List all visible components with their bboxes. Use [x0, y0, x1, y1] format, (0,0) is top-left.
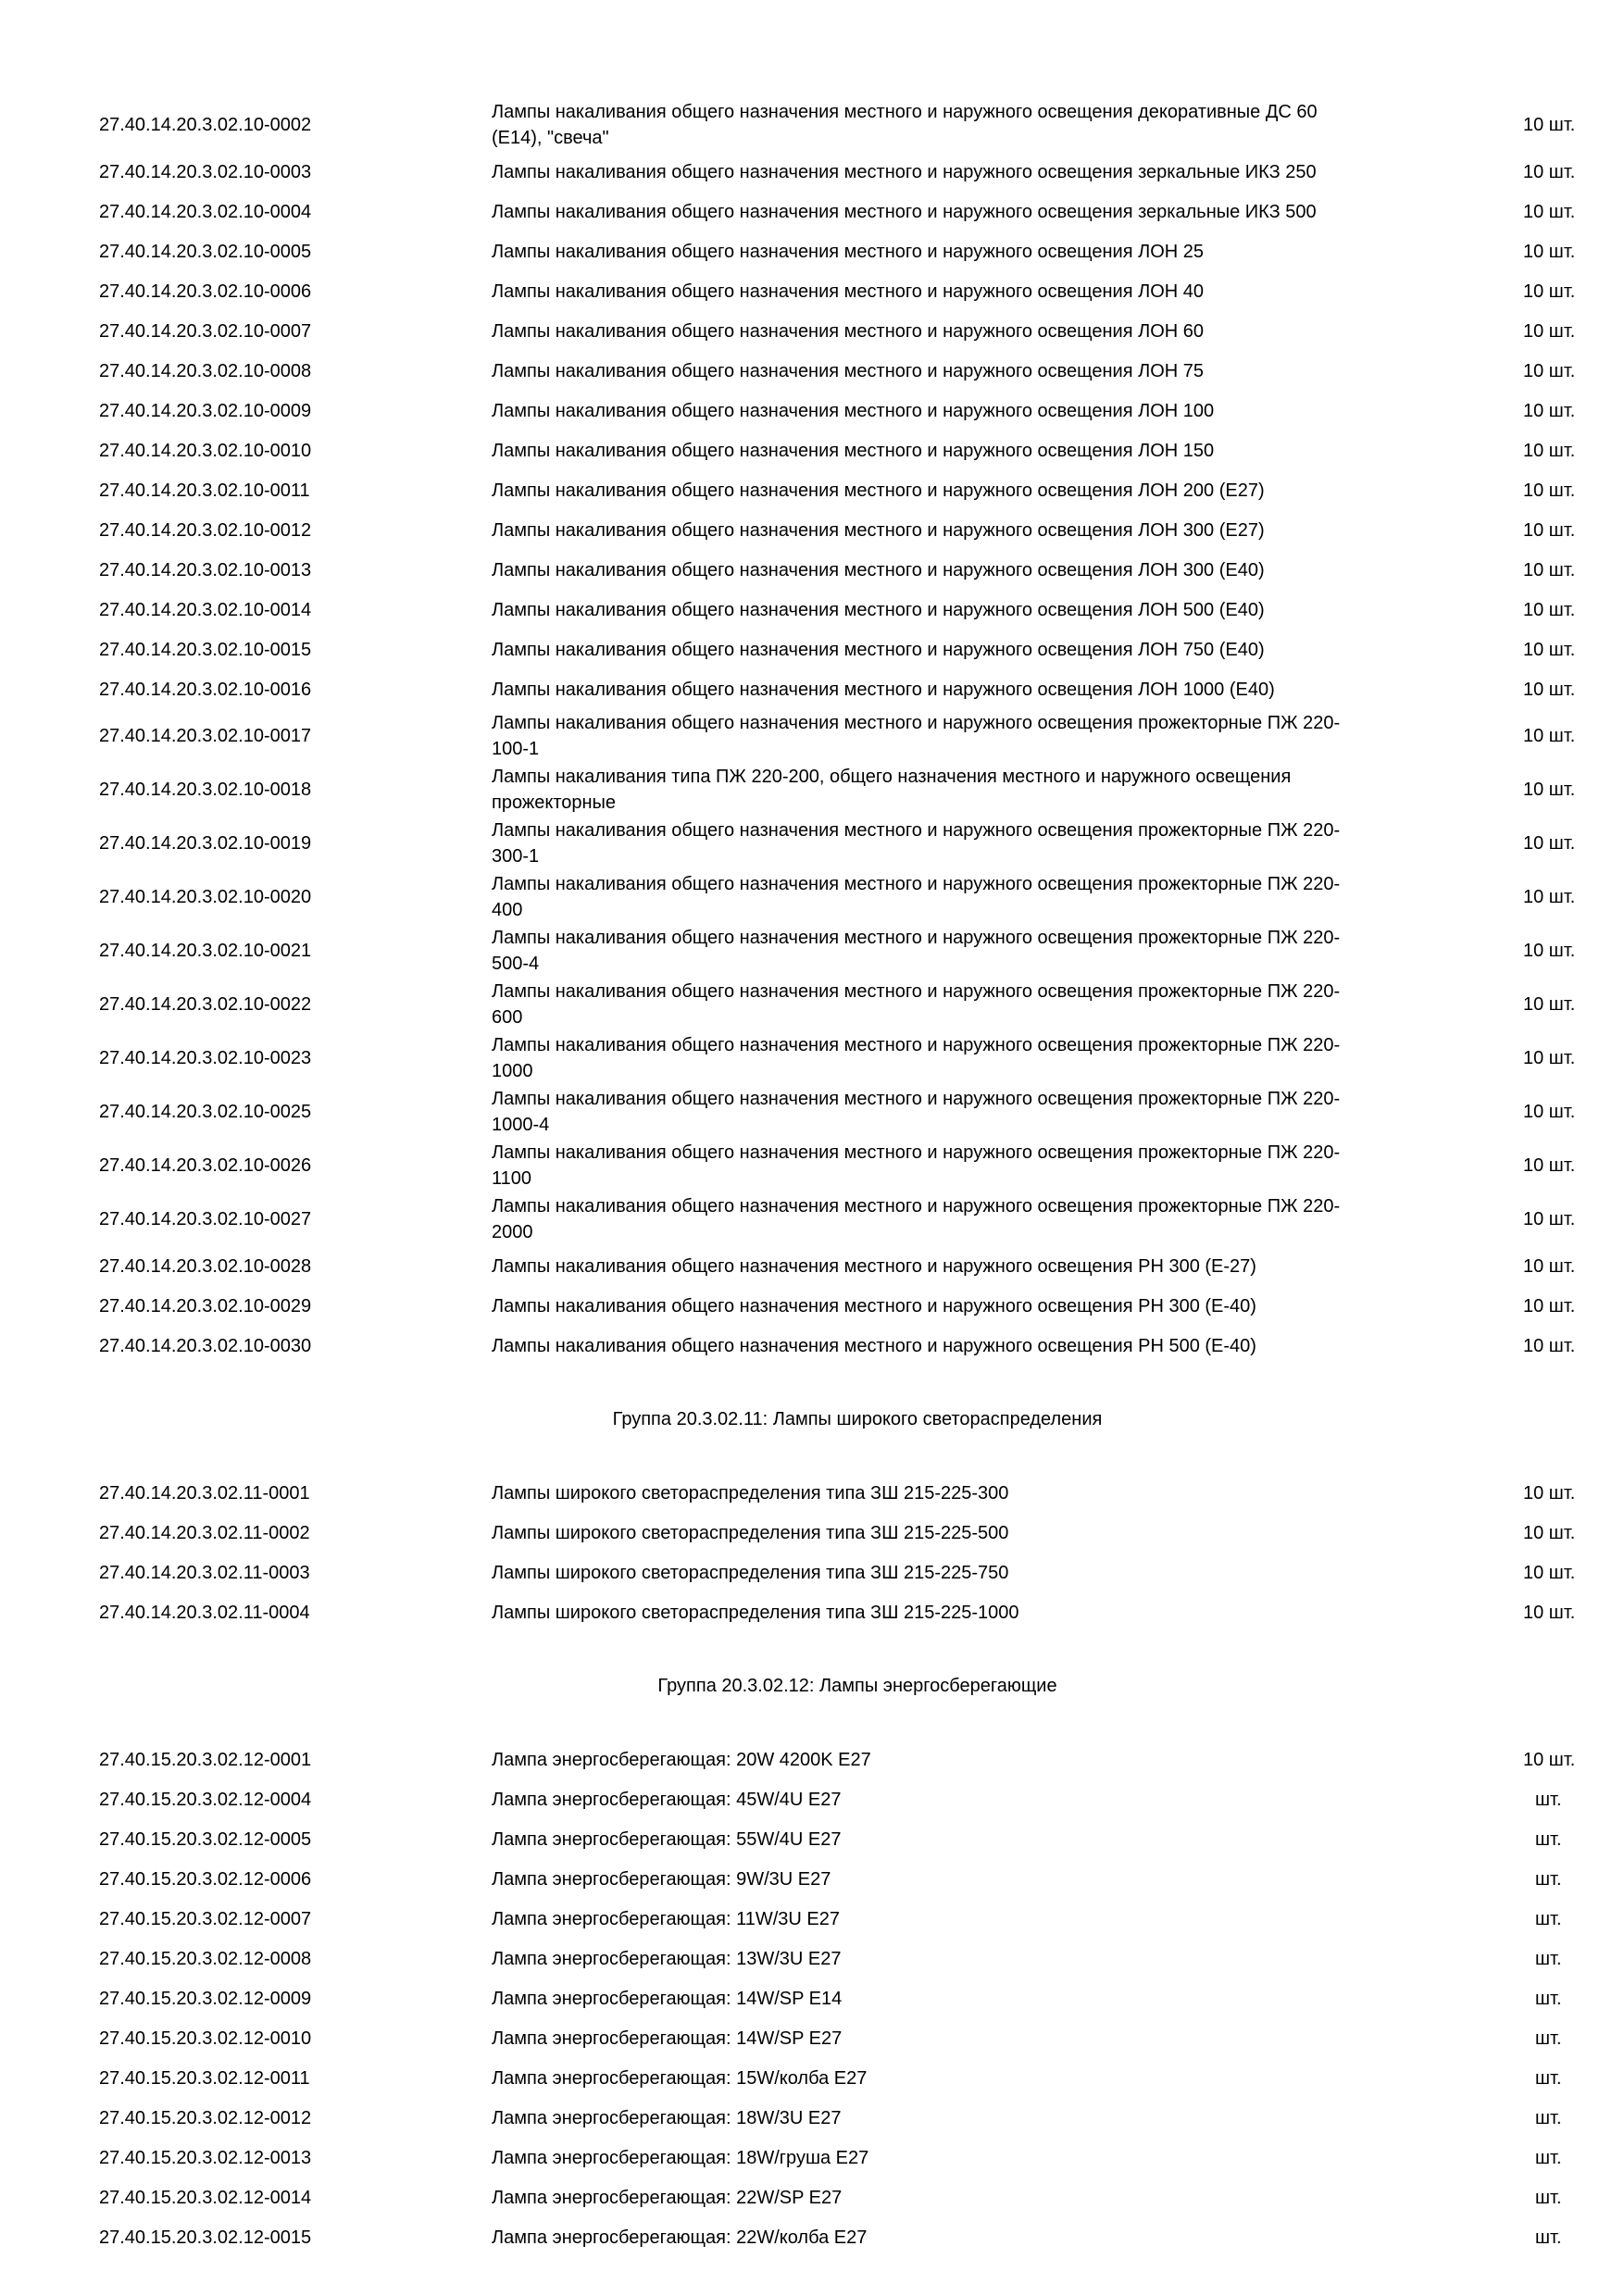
row-unit: 10 шт. — [1523, 1209, 1576, 1229]
row-code: 27.40.14.20.3.02.11-0004 — [99, 1602, 310, 1623]
row-code: 27.40.14.20.3.02.11-0002 — [99, 1522, 310, 1543]
table-row — [0, 1031, 1624, 1085]
row-unit: 10 шт. — [1523, 519, 1576, 541]
row-unit: 10 шт. — [1523, 1155, 1576, 1176]
table-row — [0, 1246, 1624, 1286]
row-unit: 10 шт. — [1523, 1602, 1576, 1623]
row-unit: 10 шт. — [1523, 480, 1576, 501]
row-name: Лампы накаливания общего назначения местного и наружного освещения ЛОН 300 (Е40) — [492, 559, 1265, 580]
row-name: Лампы накаливания общего назначения местного и наружного освещения прожекторные ПЖ 220-300-1 — [492, 820, 1341, 867]
table-row — [0, 430, 1624, 470]
row-code: 27.40.14.20.3.02.11-0003 — [99, 1562, 310, 1583]
table-row — [0, 763, 1624, 817]
row-name: Лампы широкого светораспределения типа ЗШ 215-225-1000 — [492, 1602, 1019, 1623]
row-unit: 10 шт. — [1523, 1335, 1576, 1356]
table-row — [0, 510, 1624, 550]
row-name: Лампы накаливания общего назначения местного и наружного освещения ЛОН 300 (Е27) — [492, 519, 1265, 541]
row-code: 27.40.15.20.3.02.12-0008 — [99, 1948, 312, 1969]
row-unit: 10 шт. — [1523, 639, 1576, 660]
row-unit: 10 шт. — [1523, 400, 1576, 421]
row-code: 27.40.15.20.3.02.12-0007 — [99, 1908, 312, 1929]
row-unit: 10 шт. — [1523, 1522, 1576, 1543]
row-code: 27.40.14.20.3.02.10-0018 — [99, 780, 312, 800]
table-row — [0, 1473, 1624, 1513]
row-name: Лампы накаливания общего назначения местного и наружного освещения прожекторные ПЖ 220-1100 — [492, 1142, 1341, 1189]
price-list — [0, 98, 1624, 2257]
row-code: 27.40.15.20.3.02.12-0013 — [99, 2147, 312, 2168]
row-code: 27.40.14.20.3.02.10-0003 — [99, 161, 312, 182]
row-code: 27.40.14.20.3.02.10-0006 — [99, 281, 312, 302]
row-name: Лампа энергосберегающая: 15W/колба E27 — [492, 2067, 868, 2089]
row-name: Лампа энергосберегающая: 14W/SP E14 — [492, 1988, 843, 2009]
row-code: 27.40.14.20.3.02.10-0014 — [99, 599, 312, 620]
row-name: Лампа энергосберегающая: 18W/груша E27 — [492, 2147, 869, 2168]
row-unit: шт. — [1535, 1948, 1562, 1969]
row-code: 27.40.14.20.3.02.10-0009 — [99, 400, 312, 421]
row-unit: шт. — [1535, 2147, 1562, 2168]
table-row — [0, 470, 1624, 510]
row-name: Лампы накаливания общего назначения местного и наружного освещения РН 500 (Е-40) — [492, 1335, 1256, 1356]
table-row — [0, 1779, 1624, 1819]
row-code: 27.40.14.20.3.02.10-0027 — [99, 1209, 312, 1229]
row-name: Лампы накаливания общего назначения местного и наружного освещения прожекторные ПЖ 220-100-1 — [492, 713, 1341, 759]
row-unit: 10 шт. — [1523, 559, 1576, 580]
row-code: 27.40.14.20.3.02.10-0022 — [99, 994, 312, 1015]
row-unit: 10 шт. — [1523, 161, 1576, 182]
row-unit: 10 шт. — [1523, 726, 1576, 746]
table-row — [0, 1513, 1624, 1553]
table-row — [0, 1085, 1624, 1139]
table-row — [0, 231, 1624, 271]
row-unit: шт. — [1535, 1908, 1562, 1929]
row-name: Лампа энергосберегающая: 20W 4200K E27 — [492, 1749, 871, 1770]
row-code: 27.40.15.20.3.02.12-0005 — [99, 1828, 312, 1850]
row-unit: 10 шт. — [1523, 1048, 1576, 1068]
row-code: 27.40.15.20.3.02.12-0006 — [99, 1868, 312, 1890]
table-row — [0, 311, 1624, 351]
row-name: Лампы накаливания общего назначения местного и наружного освещения ЛОН 500 (Е40) — [492, 599, 1265, 620]
table-row — [0, 630, 1624, 669]
row-name: Лампа энергосберегающая: 18W/3U E27 — [492, 2107, 842, 2128]
row-name: Лампа энергосберегающая: 55W/4U E27 — [492, 1828, 842, 1850]
row-code: 27.40.15.20.3.02.12-0004 — [99, 1789, 312, 1810]
row-unit: 10 шт. — [1523, 679, 1576, 700]
row-code: 27.40.14.20.3.02.10-0015 — [99, 639, 312, 660]
table-row — [0, 152, 1624, 192]
row-code: 27.40.14.20.3.02.10-0011 — [99, 480, 310, 501]
row-code: 27.40.15.20.3.02.12-0010 — [99, 2028, 312, 2049]
row-unit: шт. — [1535, 1789, 1562, 1810]
row-name: Лампы накаливания общего назначения местного и наружного освещения прожекторные ПЖ 220-500-4 — [492, 928, 1341, 974]
row-unit: 10 шт. — [1523, 1255, 1576, 1277]
table-row — [0, 1139, 1624, 1192]
row-name: Лампы накаливания общего назначения местного и наружного освещения прожекторные ПЖ 220-1000 — [492, 1035, 1341, 1081]
row-code: 27.40.15.20.3.02.12-0001 — [99, 1749, 312, 1770]
table-row — [0, 391, 1624, 430]
row-unit: 10 шт. — [1523, 281, 1576, 302]
row-name: Лампы накаливания общего назначения местного и наружного освещения зеркальные ИКЗ 250 — [492, 161, 1317, 182]
table-row — [0, 924, 1624, 978]
table-row — [0, 1740, 1624, 1779]
row-unit: 10 шт. — [1523, 320, 1576, 342]
row-code: 27.40.15.20.3.02.12-0012 — [99, 2107, 312, 2128]
table-row — [0, 1553, 1624, 1592]
row-name: Лампы накаливания общего назначения местного и наружного освещения прожекторные ПЖ 220-400 — [492, 874, 1341, 920]
row-unit: 10 шт. — [1523, 1749, 1576, 1770]
row-code: 27.40.14.20.3.02.10-0010 — [99, 440, 312, 461]
row-name: Лампа энергосберегающая: 45W/4U E27 — [492, 1789, 842, 1810]
row-name: Лампы накаливания общего назначения местного и наружного освещения ЛОН 200 (Е27) — [492, 480, 1265, 501]
row-code: 27.40.14.20.3.02.10-0016 — [99, 679, 312, 700]
table-row — [0, 271, 1624, 311]
row-code: 27.40.14.20.3.02.10-0021 — [99, 941, 312, 961]
row-unit: 10 шт. — [1523, 440, 1576, 461]
row-name: Лампа энергосберегающая: 13W/3U E27 — [492, 1948, 842, 1969]
table-row — [0, 870, 1624, 924]
table-row — [0, 1899, 1624, 1939]
table-row — [0, 1592, 1624, 1632]
row-unit: 10 шт. — [1523, 201, 1576, 222]
row-unit: шт. — [1535, 2187, 1562, 2208]
row-name: Лампы накаливания общего назначения местного и наружного освещения ЛОН 750 (Е40) — [492, 639, 1265, 660]
row-code: 27.40.14.20.3.02.10-0030 — [99, 1335, 312, 1356]
row-code: 27.40.14.20.3.02.10-0002 — [99, 115, 312, 135]
table-row — [0, 1819, 1624, 1859]
table-row — [0, 978, 1624, 1031]
row-name: Лампа энергосберегающая: 11W/3U E27 — [492, 1908, 840, 1929]
row-code: 27.40.14.20.3.02.10-0023 — [99, 1048, 312, 1068]
table-row — [0, 709, 1624, 763]
row-name: Лампы широкого светораспределения типа ЗШ 215-225-500 — [492, 1522, 1009, 1543]
row-name: Лампы накаливания общего назначения местного и наружного освещения зеркальные ИКЗ 500 — [492, 201, 1317, 222]
row-code: 27.40.14.20.3.02.10-0017 — [99, 726, 312, 746]
row-unit: шт. — [1535, 1828, 1562, 1850]
row-name: Лампы накаливания общего назначения местного и наружного освещения ЛОН 1000 (Е40) — [492, 679, 1275, 700]
row-name: Лампы накаливания общего назначения местного и наружного освещения ЛОН 100 — [492, 400, 1215, 421]
table-row — [0, 1286, 1624, 1326]
row-name: Лампа энергосберегающая: 22W/колба E27 — [492, 2227, 868, 2248]
table-row — [0, 1192, 1624, 1246]
row-unit: 10 шт. — [1523, 241, 1576, 262]
row-unit: шт. — [1535, 2028, 1562, 2049]
row-unit: 10 шт. — [1523, 1102, 1576, 1122]
row-code: 27.40.14.20.3.02.10-0005 — [99, 241, 312, 262]
row-unit: шт. — [1535, 1868, 1562, 1890]
table-row — [0, 2217, 1624, 2257]
row-code: 27.40.14.20.3.02.10-0026 — [99, 1155, 312, 1176]
row-name: Лампы накаливания общего назначения местного и наружного освещения декоративные ДС 60 (Е14), "свеча" — [492, 102, 1318, 148]
row-unit: 10 шт. — [1523, 1562, 1576, 1583]
row-code: 27.40.14.20.3.02.10-0007 — [99, 320, 312, 342]
row-unit: 10 шт. — [1523, 780, 1576, 800]
table-row — [0, 1978, 1624, 2018]
row-name: Лампа энергосберегающая: 14W/SP E27 — [492, 2028, 843, 2049]
row-name: Лампы широкого светораспределения типа ЗШ 215-225-750 — [492, 1562, 1009, 1583]
row-code: 27.40.15.20.3.02.12-0014 — [99, 2187, 312, 2208]
row-unit: 10 шт. — [1523, 599, 1576, 620]
row-code: 27.40.14.20.3.02.10-0025 — [99, 1102, 312, 1122]
table-row — [0, 2177, 1624, 2217]
table-row — [0, 669, 1624, 709]
row-name: Лампы накаливания общего назначения местного и наружного освещения прожекторные ПЖ 220-1000-4 — [492, 1089, 1341, 1135]
table-row — [0, 550, 1624, 590]
row-code: 27.40.14.20.3.02.10-0012 — [99, 519, 312, 541]
table-row — [0, 351, 1624, 391]
table-row — [0, 98, 1624, 152]
row-name: Лампы накаливания типа ПЖ 220-200, общего назначения местного и наружного освещения прожекторные — [492, 767, 1292, 813]
row-unit: шт. — [1535, 2227, 1562, 2248]
row-unit: 10 шт. — [1523, 1482, 1576, 1504]
row-name: Лампы накаливания общего назначения местного и наружного освещения прожекторные ПЖ 220-600 — [492, 981, 1341, 1028]
row-name: Лампы накаливания общего назначения местного и наружного освещения ЛОН 40 — [492, 281, 1205, 302]
row-name: Лампы накаливания общего назначения местного и наружного освещения РН 300 (Е-27) — [492, 1255, 1256, 1277]
table-row — [0, 2098, 1624, 2138]
row-name: Лампы накаливания общего назначения местного и наружного освещения ЛОН 75 — [492, 360, 1205, 381]
row-unit: 10 шт. — [1523, 115, 1576, 135]
row-name: Лампа энергосберегающая: 22W/SP E27 — [492, 2187, 843, 2208]
row-code: 27.40.15.20.3.02.12-0011 — [99, 2067, 310, 2089]
row-name: Лампы широкого светораспределения типа ЗШ 215-225-300 — [492, 1482, 1009, 1504]
row-unit: 10 шт. — [1523, 994, 1576, 1015]
row-name: Лампа энергосберегающая: 9W/3U E27 — [492, 1868, 831, 1890]
row-name: Лампы накаливания общего назначения местного и наружного освещения ЛОН 150 — [492, 440, 1215, 461]
row-code: 27.40.14.20.3.02.10-0028 — [99, 1255, 312, 1277]
row-unit: 10 шт. — [1523, 833, 1576, 854]
table-row — [0, 590, 1624, 630]
row-unit: 10 шт. — [1523, 360, 1576, 381]
table-row — [0, 2058, 1624, 2098]
row-code: 27.40.14.20.3.02.10-0029 — [99, 1295, 312, 1316]
row-code: 27.40.15.20.3.02.12-0009 — [99, 1988, 312, 2009]
row-code: 27.40.14.20.3.02.10-0019 — [99, 833, 312, 854]
row-name: Лампы накаливания общего назначения местного и наружного освещения прожекторные ПЖ 220-2000 — [492, 1196, 1341, 1242]
row-unit: 10 шт. — [1523, 1295, 1576, 1316]
row-code: 27.40.14.20.3.02.10-0008 — [99, 360, 312, 381]
row-unit: шт. — [1535, 2067, 1562, 2089]
row-code: 27.40.15.20.3.02.12-0015 — [99, 2227, 312, 2248]
row-unit: 10 шт. — [1523, 941, 1576, 961]
group-heading: Группа 20.3.02.12: Лампы энергосберегающие — [657, 1676, 1057, 1696]
row-code: 27.40.14.20.3.02.10-0004 — [99, 201, 312, 222]
table-row — [0, 192, 1624, 231]
row-name: Лампы накаливания общего назначения местного и наружного освещения РН 300 (Е-40) — [492, 1295, 1256, 1316]
table-row — [0, 1859, 1624, 1899]
table-row — [0, 1326, 1624, 1366]
group-heading: Группа 20.3.02.11: Лампы широкого светораспределения — [612, 1409, 1103, 1429]
row-code: 27.40.14.20.3.02.11-0001 — [99, 1482, 310, 1504]
row-name: Лампы накаливания общего назначения местного и наружного освещения ЛОН 60 — [492, 320, 1205, 342]
table-row — [0, 1939, 1624, 1978]
row-unit: 10 шт. — [1523, 887, 1576, 907]
row-code: 27.40.14.20.3.02.10-0020 — [99, 887, 312, 907]
table-row — [0, 2138, 1624, 2177]
row-unit: шт. — [1535, 1988, 1562, 2009]
row-code: 27.40.14.20.3.02.10-0013 — [99, 559, 312, 580]
row-name: Лампы накаливания общего назначения местного и наружного освещения ЛОН 25 — [492, 241, 1205, 262]
table-row — [0, 817, 1624, 870]
row-unit: шт. — [1535, 2107, 1562, 2128]
table-row — [0, 2018, 1624, 2058]
